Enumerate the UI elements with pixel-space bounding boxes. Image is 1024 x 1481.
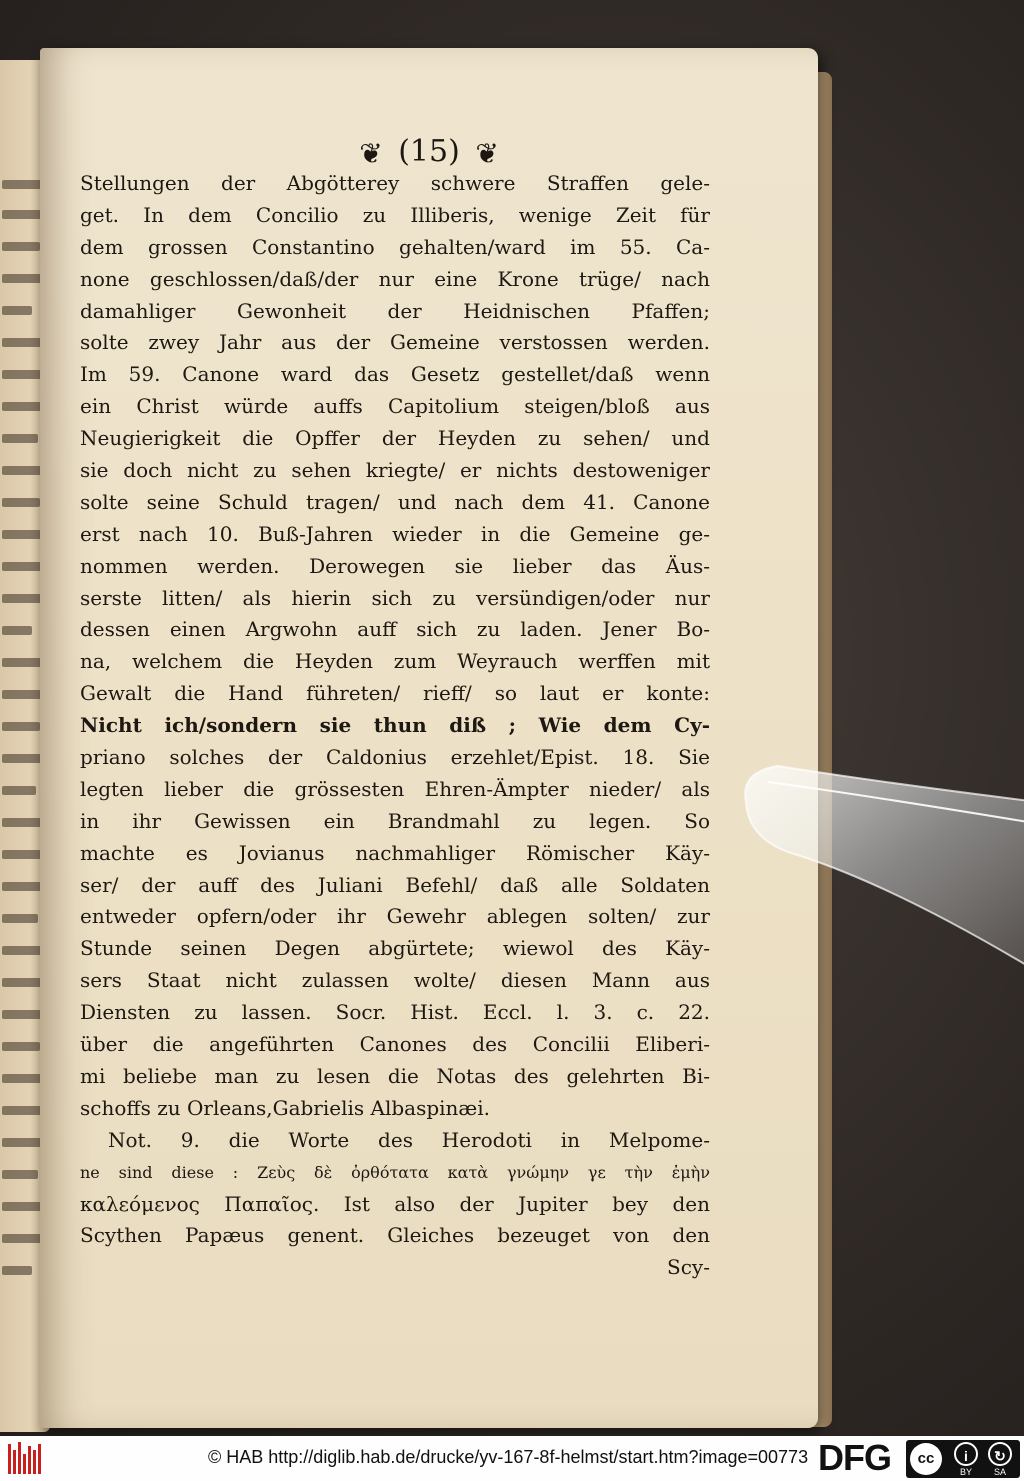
text-line: nommen werden. Derowegen sie lieber das Äus- [80, 553, 710, 578]
by-label: BY [960, 1467, 973, 1477]
ornament-right-icon: ❦ [475, 137, 499, 170]
text-line: sie doch nicht zu sehen kriegte/ er nichts destoweniger [80, 458, 710, 483]
hab-logo-icon [8, 1442, 42, 1474]
attribution-icon: i [954, 1442, 978, 1466]
glass-clamp [738, 742, 1024, 972]
text-line: Not. 9. die Worte des Herodoti in Melpome- [108, 1127, 710, 1152]
ornament-left-icon: ❦ [359, 137, 383, 170]
text-line: erst nach 10. Buß-Jahren wieder in die Gemeine ge- [80, 521, 710, 546]
text-line: Stellungen der Abgötterey schwere Straffen gele- [80, 171, 710, 195]
text-line: machte es Jovianus nachmahliger Römischer Käy- [80, 840, 710, 865]
text-line: Scythen Papæus genent. Gleiches bezeuget von den [80, 1223, 710, 1248]
text-line: solte seine Schuld tragen/ und nach dem 41. Canone [80, 489, 710, 514]
text-line: solte zwey Jahr aus der Gemeine verstossen werden. [80, 330, 710, 355]
text-line: in ihr Gewissen ein Brandmahl zu legen. So [80, 808, 710, 833]
catchword: Scy- [667, 1255, 710, 1280]
text-line: ein Christ würde auffs Capitolium steigen/bloß aus [80, 394, 710, 419]
text-line: na, welchem die Heyden zum Weyrauch werffen mit [80, 649, 710, 674]
text-line: ser/ der auff des Juliani Befehl/ daß alle Soldaten [80, 872, 710, 897]
footer-bar [0, 1436, 1024, 1481]
text-line: none geschlossen/daß/der nur eine Krone trüge/ nach [80, 266, 710, 291]
text-line: Diensten zu lassen. Socr. Hist. Eccl. l. 3. c. 22. [80, 1000, 710, 1025]
text-line: legten lieber die grössesten Ehren-Ämpter nieder/ als [80, 776, 710, 801]
text-line: schoffs zu Orleans,Gabrielis Albaspinæi. [80, 1095, 490, 1120]
text-line: Gewalt die Hand führeten/ rieff/ so laut er konte: [80, 681, 710, 706]
share-alike-icon: ↻ [988, 1442, 1012, 1466]
text-line: dessen einen Argwohn auff sich zu laden. Jener Bo- [80, 617, 710, 642]
page-header [40, 134, 818, 170]
text-line: sers Staat nicht zulassen wolte/ diesen Mann aus [80, 968, 710, 993]
text-line: ne sind diese : Ζεὺς δὲ ὀρθότατα κατὰ γνώμην γε τὴν ἐμὴν [80, 1162, 710, 1182]
copyright-link[interactable]: © HAB http://diglib.hab.de/drucke/yv-167-8f-helmst/start.htm?image=00773 [208, 1447, 809, 1467]
text-line: damahliger Gewonheit der Heidnischen Pfaffen; [80, 298, 710, 323]
text-line: get. In dem Concilio zu Illiberis, wenige Zeit für [80, 202, 710, 227]
sa-label: SA [994, 1467, 1007, 1477]
text-line: καλεόμενος Παπαῖος. Ist also der Jupiter bey den [80, 1191, 710, 1216]
cc-license-badge[interactable] [906, 1440, 1020, 1478]
text-line: Nicht ich/sondern sie thun diß ; Wie dem Cy- [80, 713, 710, 738]
text-line: Neugierigkeit die Opffer der Heyden zu sehen/ und [80, 426, 710, 451]
text-line: Im 59. Canone ward das Gesetz gestellet/daß wenn [80, 362, 710, 387]
text-line: entweder opfern/oder ihr Gewehr ablegen solten/ zur [80, 904, 710, 929]
cc-icon: cc [910, 1443, 942, 1475]
text-line: dem grossen Constantino gehalten/ward im 55. Ca- [80, 234, 710, 259]
dfg-logo: DFG [818, 1437, 891, 1478]
book-page [40, 48, 818, 1428]
page-text [80, 168, 710, 1284]
text-line: mi beliebe man zu lesen die Notas des gelehrten Bi- [80, 1063, 710, 1088]
text-line: priano solches der Caldonius erzehlet/Epist. 18. Sie [80, 745, 710, 770]
text-line: serste litten/ als hierin sich zu versündigen/oder nur [80, 585, 710, 610]
text-line: Stunde seinen Degen abgürtete; wiewol des Käy- [80, 936, 710, 961]
text-line: über die angeführten Canones des Concilii Eliberi- [80, 1032, 710, 1057]
page-number: (15) [398, 134, 460, 169]
